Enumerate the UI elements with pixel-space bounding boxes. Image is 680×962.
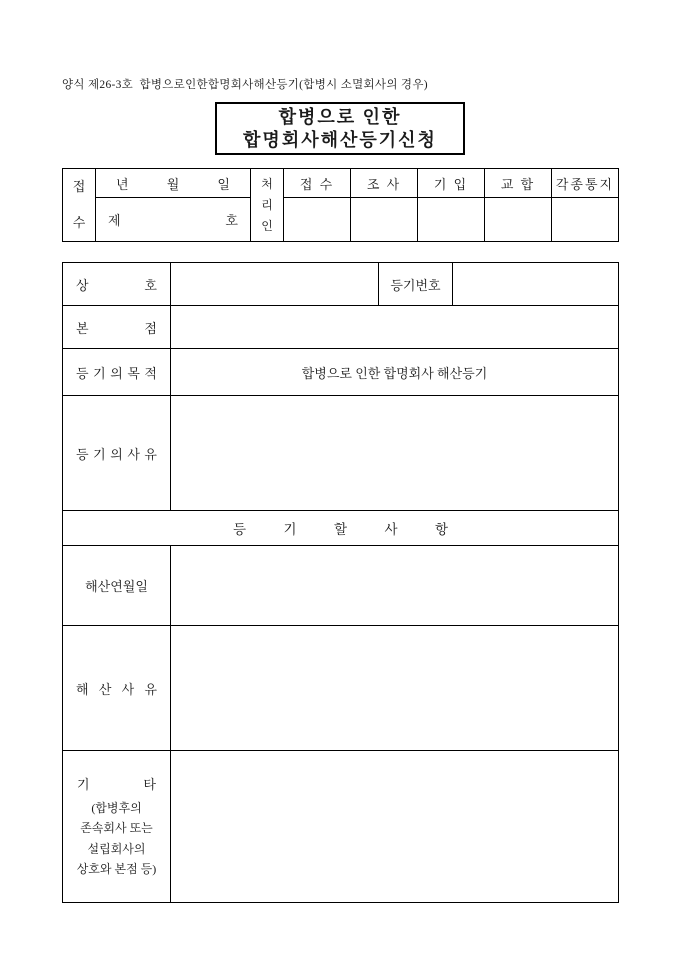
dissolution-date-label: 해산연월일 bbox=[63, 546, 171, 626]
row-etc bbox=[63, 751, 619, 903]
column-header-entry: 기 입 bbox=[418, 169, 485, 198]
column-header-notices: 각종통지 bbox=[552, 169, 619, 198]
column-header-receipt: 접 수 bbox=[284, 169, 351, 198]
receipt-number-label: 제 호 bbox=[96, 198, 251, 242]
form-title-box bbox=[215, 102, 465, 155]
receipt-row-top bbox=[63, 169, 619, 198]
row-dissolution-date bbox=[63, 546, 619, 626]
form-number-label: 양식 제26-3호 합병으로인한합명회사해산등기(합병시 소멸회사의 경우) bbox=[62, 79, 428, 91]
etc-label-title: 기 타 bbox=[77, 776, 156, 792]
row-head-office bbox=[63, 306, 619, 349]
receipt-table bbox=[62, 168, 619, 242]
receipt-date-label: 년 월 일 bbox=[96, 169, 251, 198]
etc-value-cell bbox=[171, 751, 619, 903]
column-header-collation: 교 합 bbox=[485, 169, 552, 198]
dissolution-reason-label: 해 산 사 유 bbox=[63, 626, 171, 751]
registration-reason-value-cell bbox=[171, 396, 619, 511]
registration-purpose-value: 합병으로 인한 합명회사 해산등기 bbox=[171, 349, 619, 396]
registration-reason-label: 등 기 의 사 유 bbox=[63, 396, 171, 511]
row-section-header bbox=[63, 511, 619, 546]
company-name-label: 상 호 bbox=[63, 263, 171, 306]
main-form-table bbox=[62, 262, 619, 903]
company-name-value-cell bbox=[171, 263, 379, 306]
registration-purpose-label: 등 기 의 목 적 bbox=[63, 349, 171, 396]
row-dissolution-reason bbox=[63, 626, 619, 751]
receipt-cell bbox=[284, 198, 351, 242]
dissolution-reason-value-cell bbox=[171, 626, 619, 751]
receipt-stamp-label: 접 수 bbox=[63, 169, 96, 242]
matters-to-register-header: 등 기 할 사 항 bbox=[63, 511, 619, 546]
handler-label: 처 리 인 bbox=[251, 169, 284, 242]
etc-label-description: (합병후의 존속회사 또는 설립회사의 상호와 본점 등) bbox=[76, 800, 157, 876]
etc-label-cell bbox=[63, 751, 171, 903]
dissolution-date-value-cell bbox=[171, 546, 619, 626]
registration-number-value-cell bbox=[453, 263, 619, 306]
form-title-line2: 합명회사해산등기신청 bbox=[243, 130, 437, 150]
entry-cell bbox=[418, 198, 485, 242]
collation-cell bbox=[485, 198, 552, 242]
head-office-value-cell bbox=[171, 306, 619, 349]
row-registration-reason bbox=[63, 396, 619, 511]
head-office-label: 본 점 bbox=[63, 306, 171, 349]
receipt-row-bottom bbox=[63, 198, 619, 242]
form-title-line1: 합병으로 인한 bbox=[278, 106, 402, 127]
row-registration-purpose bbox=[63, 349, 619, 396]
row-company-name bbox=[63, 263, 619, 306]
registration-number-label: 등기번호 bbox=[379, 263, 453, 306]
review-cell bbox=[351, 198, 418, 242]
notices-cell bbox=[552, 198, 619, 242]
column-header-review: 조 사 bbox=[351, 169, 418, 198]
